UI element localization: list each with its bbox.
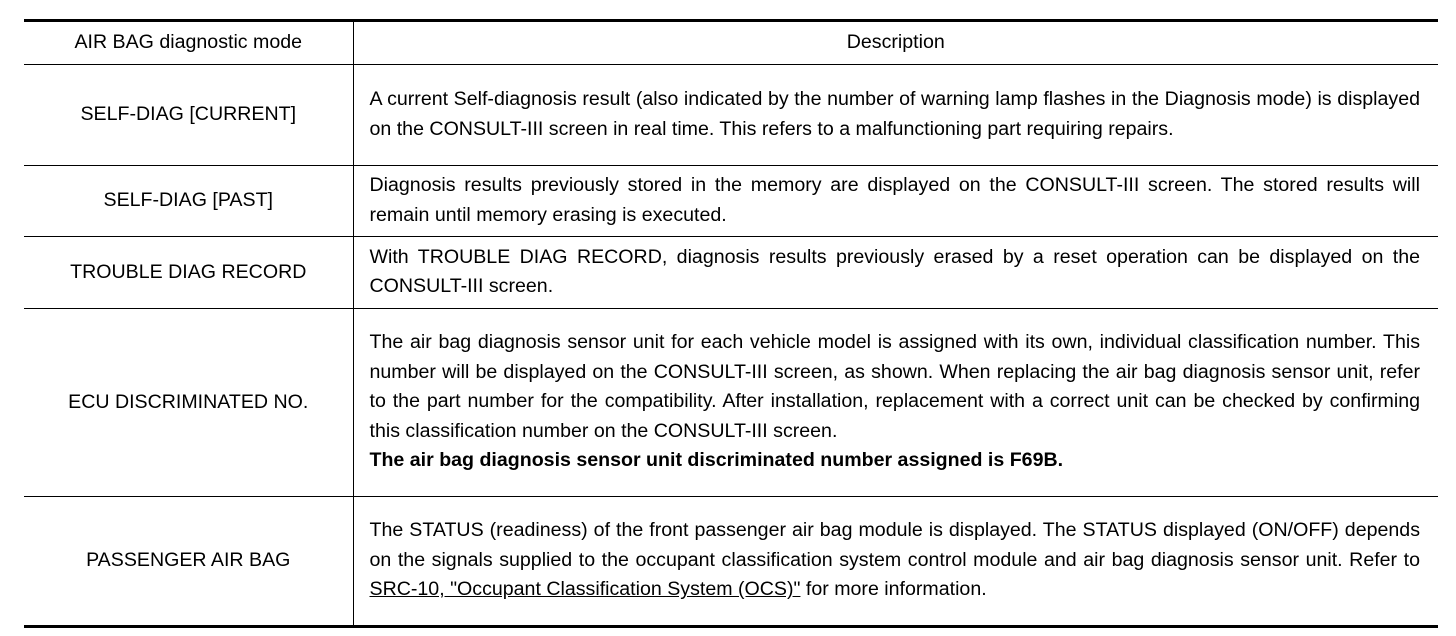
row-mode: PASSENGER AIR BAG — [24, 497, 353, 627]
table-row — [24, 309, 1438, 497]
diagnostic-table — [24, 19, 1438, 628]
row-mode: TROUBLE DIAG RECORD — [24, 237, 353, 309]
row-description: A current Self-diagnosis result (also indicated by the number of warning lamp flashes in the Diagnosis mode) is displayed on the CONSULT-III screen in real time. This refers to a malfunctioning part requiring repairs. — [353, 65, 1438, 166]
ocs-reference-link[interactable]: SRC-10, "Occupant Classification System (OCS)" — [369, 578, 801, 601]
table-header — [24, 21, 1438, 65]
row-description-after-link: for more information. — [800, 578, 987, 601]
row-description: The air bag diagnosis sensor unit for each vehicle model is assigned with its own, individual classification number. This number will be displayed on the CONSULT-III screen, as shown. When replacing the air bag diagnosis sensor unit, refer to the part number for the compatibility. After installation, replacement with a correct unit can be checked by confirming this classification number on the CONSULT-III screen. — [369, 331, 1420, 442]
table-row — [24, 237, 1438, 309]
air-bag-diagnostic-mode-table — [24, 19, 1438, 628]
row-description-cell — [353, 497, 1438, 627]
table-row — [24, 65, 1438, 166]
header-description: Description — [353, 21, 1438, 65]
header-mode: AIR BAG diagnostic mode — [24, 21, 353, 65]
discriminated-number-note: The air bag diagnosis sensor unit discriminated number assigned is F69B. — [369, 449, 1064, 472]
table-row — [24, 497, 1438, 627]
row-description: Diagnosis results previously stored in the memory are displayed on the CONSULT-III screen. The stored results will remain until memory erasing is executed. — [353, 166, 1438, 237]
row-mode: SELF-DIAG [PAST] — [24, 166, 353, 237]
row-description-before-link: The STATUS (readiness) of the front passenger air bag module is displayed. The STATUS displayed (ON/OFF) depends on the signals supplied to the occupant classification system control module and air bag diagnosis sensor unit. Refer to — [369, 519, 1420, 571]
header-row — [24, 21, 1438, 65]
row-description-cell — [353, 309, 1438, 497]
table-body — [24, 65, 1438, 627]
table-row — [24, 166, 1438, 237]
row-mode: ECU DISCRIMINATED NO. — [24, 309, 353, 497]
row-description: With TROUBLE DIAG RECORD, diagnosis results previously erased by a reset operation can be displayed on the CONSULT-III screen. — [353, 237, 1438, 309]
row-mode: SELF-DIAG [CURRENT] — [24, 65, 353, 166]
